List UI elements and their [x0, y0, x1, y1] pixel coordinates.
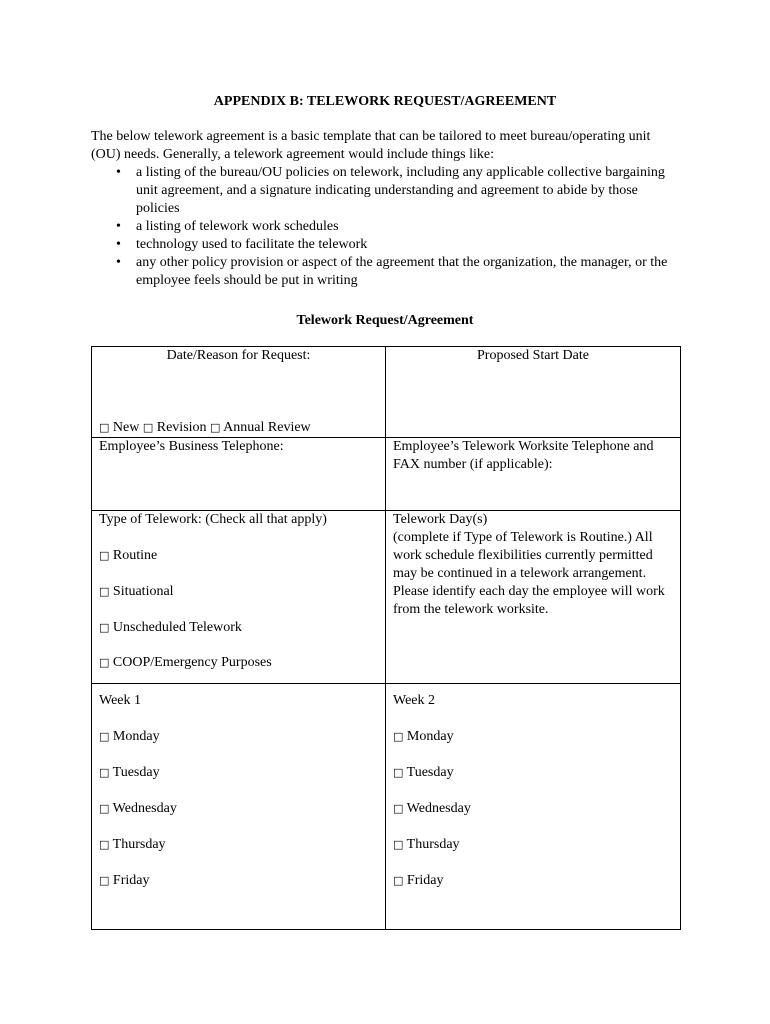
- week2-monday-checkbox[interactable]: [393, 728, 673, 746]
- form-title: Telework Request/Agreement: [296, 313, 474, 328]
- checkbox-icon: □: [393, 838, 404, 851]
- week2-label: Week 2: [393, 693, 436, 708]
- checkbox-icon: □: [99, 549, 110, 562]
- day-label: Monday: [406, 729, 454, 744]
- situational-checkbox[interactable]: [99, 583, 378, 601]
- checkbox-icon: □: [393, 730, 404, 743]
- form-row-telephone: [92, 438, 681, 511]
- week1-friday-checkbox[interactable]: [99, 872, 378, 890]
- worksite-telephone-cell[interactable]: [386, 438, 681, 511]
- date-reason-label: Date/Reason for Request:: [166, 348, 311, 363]
- coop-emergency-option-label: COOP/Emergency Purposes: [112, 655, 272, 670]
- checkbox-icon: □: [393, 874, 404, 887]
- intro-bullet-list: [91, 164, 681, 290]
- week1-label: Week 1: [99, 693, 142, 708]
- revision-checkbox[interactable]: [143, 420, 207, 435]
- unscheduled-telework-checkbox[interactable]: [99, 619, 378, 637]
- coop-emergency-checkbox[interactable]: [99, 654, 378, 672]
- proposed-start-date-label: Proposed Start Date: [477, 348, 589, 363]
- telework-type-label: Type of Telework: (Check all that apply): [99, 512, 327, 527]
- page-title: APPENDIX B: TELEWORK REQUEST/AGREEMENT: [213, 94, 557, 109]
- checkbox-icon: □: [99, 802, 110, 815]
- routine-option-label: Routine: [112, 548, 158, 563]
- day-label: Tuesday: [112, 765, 160, 780]
- week2-cell: [386, 684, 681, 930]
- checkbox-icon: □: [99, 874, 110, 887]
- bullet-item: • technology used to facilitate the telework: [136, 236, 681, 254]
- bullet-item: • any other policy provision or aspect of the agreement that the organization, the manager, or the employee feels should be put in writing: [136, 254, 681, 290]
- intro-section: [91, 128, 681, 290]
- checkbox-icon: □: [210, 421, 221, 434]
- new-checkbox[interactable]: [99, 420, 139, 435]
- checkbox-icon: □: [99, 838, 110, 851]
- checkbox-icon: □: [99, 421, 110, 434]
- week2-tuesday-checkbox[interactable]: [393, 764, 673, 782]
- week2-wednesday-checkbox[interactable]: [393, 800, 673, 818]
- form-row-request: [92, 347, 681, 438]
- week1-tuesday-checkbox[interactable]: [99, 764, 378, 782]
- day-label: Wednesday: [112, 801, 177, 816]
- telework-request-form: [91, 346, 681, 930]
- business-telephone-cell[interactable]: [92, 438, 386, 511]
- request-type-options: [99, 419, 311, 437]
- checkbox-icon: □: [99, 730, 110, 743]
- new-option-label: New: [112, 420, 140, 435]
- week1-thursday-checkbox[interactable]: [99, 836, 378, 854]
- proposed-start-date-cell[interactable]: [386, 347, 681, 438]
- form-row-telework-type: [92, 511, 681, 684]
- day-label: Tuesday: [406, 765, 454, 780]
- day-label: Friday: [406, 873, 444, 888]
- situational-option-label: Situational: [112, 584, 174, 599]
- week1-monday-checkbox[interactable]: [99, 728, 378, 746]
- annual-review-checkbox[interactable]: [210, 420, 311, 435]
- day-label: Monday: [112, 729, 160, 744]
- telework-type-cell: [92, 511, 386, 684]
- day-label: Wednesday: [406, 801, 471, 816]
- worksite-telephone-label: Employee’s Telework Worksite Telephone and FAX number (if applicable):: [393, 439, 654, 472]
- day-label: Thursday: [112, 837, 166, 852]
- form-row-weeks: [92, 684, 681, 930]
- telework-days-note: (complete if Type of Telework is Routine.) All work schedule flexibilities currently permitted may be continued in a telework arrangement. Please identify each day the employee will work from the telework worksite.: [393, 530, 665, 617]
- intro-paragraph: The below telework agreement is a basic template that can be tailored to meet bureau/operating unit (OU) needs. Generally, a telework agreement would include things like:: [91, 129, 651, 162]
- week2-friday-checkbox[interactable]: [393, 872, 673, 890]
- checkbox-icon: □: [142, 421, 154, 434]
- bullet-item: • a listing of the bureau/OU policies on telework, including any applicable collective bargaining unit agreement, and a signature indicating understanding and agreement to abide by those policies: [136, 164, 681, 218]
- bullet-item: • a listing of telework work schedules: [136, 218, 681, 236]
- telework-days-cell: [386, 511, 681, 684]
- week2-thursday-checkbox[interactable]: [393, 836, 673, 854]
- day-label: Thursday: [406, 837, 460, 852]
- annual-review-option-label: Annual Review: [223, 420, 311, 435]
- checkbox-icon: □: [99, 766, 110, 779]
- unscheduled-telework-option-label: Unscheduled Telework: [112, 620, 242, 635]
- checkbox-icon: □: [99, 656, 110, 669]
- day-label: Friday: [112, 873, 150, 888]
- revision-option-label: Revision: [156, 420, 207, 435]
- week1-wednesday-checkbox[interactable]: [99, 800, 378, 818]
- business-telephone-label: Employee’s Business Telephone:: [99, 439, 284, 454]
- checkbox-icon: □: [393, 802, 404, 815]
- routine-checkbox[interactable]: [99, 547, 378, 565]
- request-reason-cell: [92, 347, 386, 438]
- checkbox-icon: □: [393, 766, 404, 779]
- telework-days-label: Telework Day(s): [393, 512, 488, 527]
- week1-cell: [92, 684, 386, 930]
- checkbox-icon: □: [99, 585, 110, 598]
- checkbox-icon: □: [99, 621, 110, 634]
